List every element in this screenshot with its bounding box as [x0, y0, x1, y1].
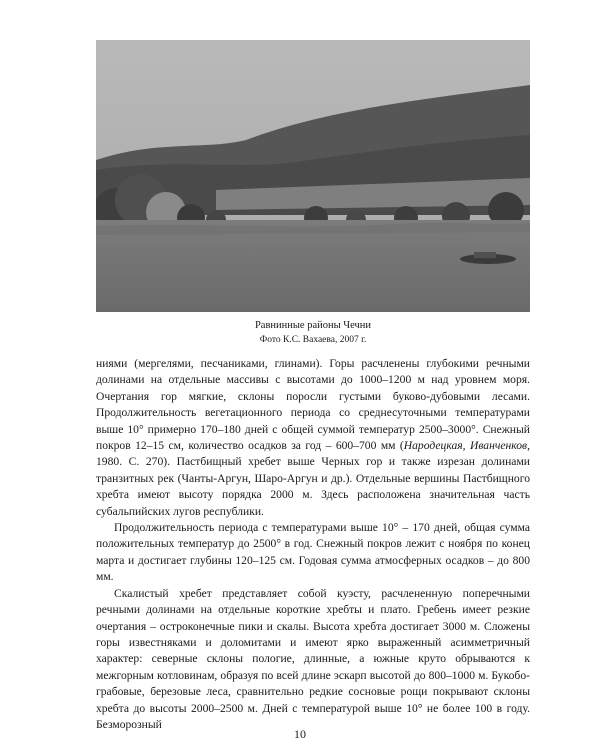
citation-authors: Народецкая, Иванченков [403, 439, 528, 453]
paragraph-1-after: , 1980. С. 270). Пастбищный хребет выше Черных гор и также изрезан долинами транзитных рек (Чанты-Аргун, Шаро-Аргун и др.). Отдельные вершины Пастбищного хребта имеют высоту порядка 2000 м. Здесь расположена значительная часть субальпийских лугов республики. [96, 439, 530, 518]
paragraph-1 [96, 356, 530, 520]
paragraph-2: Продолжительность периода с температурами выше 10° – 170 дней, общая сумма положительных температур до 2500° в год. Снежный покров лежит с ноября по конец марта и достигает глубины 120–125 см. Годовая сумма атмосферных осадков – до 800 мм. [96, 521, 530, 584]
caption-title: Равнинные районы Чечни [254, 320, 372, 331]
body-text [96, 356, 530, 733]
photo-caption [96, 319, 530, 347]
landscape-photo [96, 40, 530, 312]
caption-credit: Фото К.С. Вахаева, 2007 г. [259, 335, 367, 345]
page-number: 10 [294, 727, 306, 741]
paragraph-1-before: ниями (мергелями, песчаниками, глинами). Горы расчленены глубокими речными долинами на отдельные массивы с высотами до 1000–1200 м над уровнем моря. Очертания гор мягкие, склоны поросли густыми буково-дубовыми лесами. Продолжительность вегетационного периода со среднесуточными температурами выше 10° примерно 170–180 дней с общей суммой температур 2500–3000°. Снежный покров 12–15 см, количество осадков за год – 600–700 мм ( [96, 357, 530, 453]
paragraph-3: Скалистый хребет представляет собой куэсту, расчлененную поперечными речными долинами на отдельные короткие хребты и плато. Гребень имеет резкие очертания – остроконечные пики и скалы. Высота хребта достигает 3000 м. Сложены горы известняками и доломитами и имеют ярко выраженный асимметричный характер: северные склоны пологие, длинные, а южные круто обрываются к межгорным котловинам, образуя по всей длине эскарп высотой до 800–1000 м. Букобо-грабовые, березовые леса, сравнительно редкие сосновые рощи покрывают склоны хребта до высоты 2000–2500 м. Дней с температурой выше 10° не более 100 в году. Безморозный [96, 586, 530, 731]
